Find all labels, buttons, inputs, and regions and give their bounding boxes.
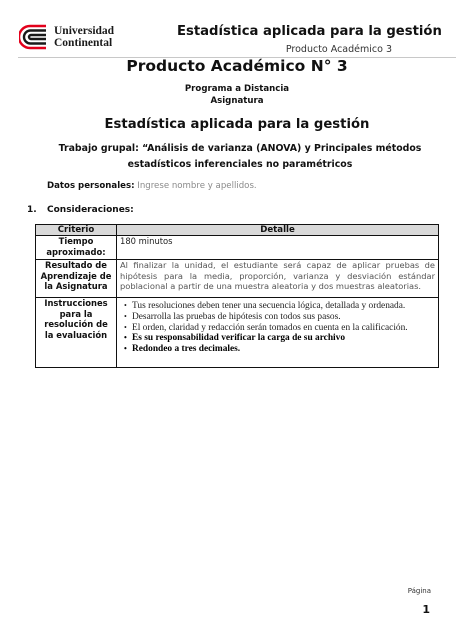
table-row <box>36 298 439 368</box>
section-heading <box>27 205 134 215</box>
header-criterio: Criterio <box>36 225 117 236</box>
instrucciones-label: Instrucciones para la resolución de la evaluación <box>36 298 117 368</box>
list-item: • Es su responsabilidad verificar la carga de su archivo <box>124 333 435 344</box>
program-label: Programa a Distancia <box>184 84 290 94</box>
personal-data-label: Datos personales: <box>47 181 135 191</box>
table-header-row <box>36 225 439 236</box>
asignatura-label: Asignatura <box>210 96 264 106</box>
list-item: • Desarrolla las pruebas de hipótesis con todos sus pasos. <box>124 312 435 323</box>
list-item: • Redondeo a tres decimales. <box>124 344 435 355</box>
subject-title: Estadística aplicada para la gestión <box>104 117 370 132</box>
section-number: 1. <box>27 205 37 215</box>
criteria-table <box>35 224 439 368</box>
page-label: Página <box>407 587 431 595</box>
personal-data-line <box>47 181 257 191</box>
logo-line-1: Universidad <box>54 25 115 37</box>
personal-data-input[interactable]: Ingrese nombre y apellidos. <box>137 181 257 191</box>
header-title: Estadística aplicada para la gestión <box>177 24 442 39</box>
resultado-label: Resultado de Aprendizaje de la Asignatura <box>36 260 117 298</box>
instrucciones-cell <box>117 298 439 368</box>
logo-line-2: Continental <box>54 37 113 49</box>
resultado-value: Al finalizar la unidad, el estudiante será capaz de aplicar pruebas de hipótesis para la media, proporción, varianza y desviación estándar poblacional a partir de una muestra aleatoria y dos muestras aleatorias. <box>117 260 439 298</box>
tiempo-label: Tiempo aproximado: <box>36 236 117 260</box>
page-number: 1 <box>422 603 430 616</box>
main-title: Producto Académico N° 3 <box>126 57 348 75</box>
tiempo-value: 180 minutos <box>117 236 439 260</box>
list-item: • El orden, claridad y redacción serán tomados en cuenta en la calificación. <box>124 323 435 334</box>
header-detalle: Detalle <box>117 225 439 236</box>
table-row <box>36 236 439 260</box>
assignment-title: Trabajo grupal: “Análisis de varianza (ANOVA) y Principales métodos estadísticos inferenciales no paramétricos <box>58 143 422 170</box>
continental-logo-icon <box>19 21 49 53</box>
table-row <box>36 260 439 298</box>
list-item: • Tus resoluciones deben tener una secuencia lógica, detallada y ordenada. <box>124 301 435 312</box>
instrucciones-list <box>120 301 435 355</box>
header-subtitle: Producto Académico 3 <box>285 44 392 55</box>
university-logo <box>19 21 114 53</box>
section-title: Consideraciones: <box>47 205 134 215</box>
